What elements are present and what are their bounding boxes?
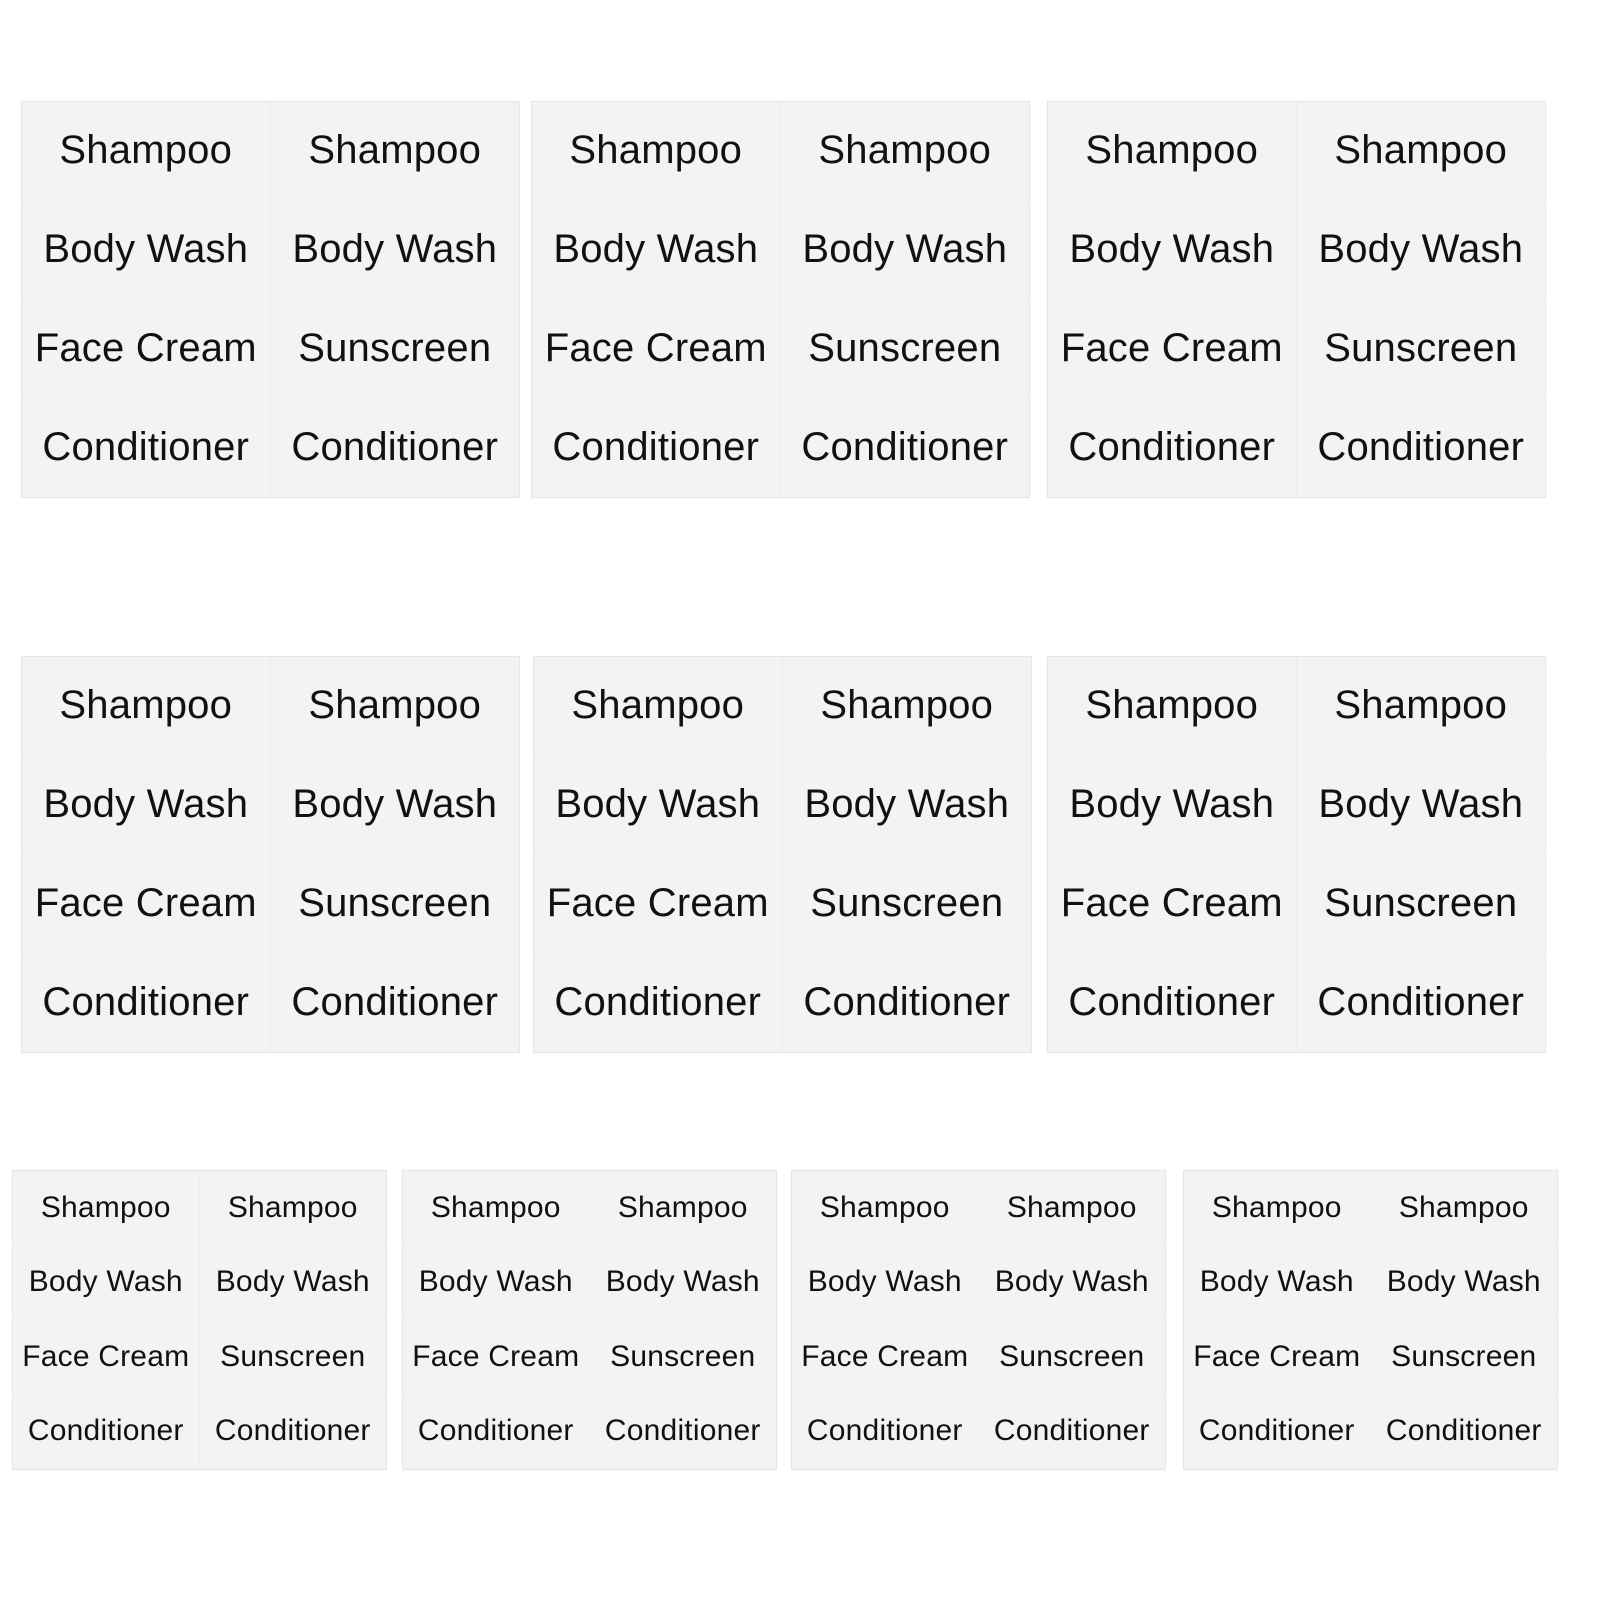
label-cell: Sunscreen (1371, 1320, 1558, 1395)
label-cell: Shampoo (534, 657, 783, 756)
label-cell: Conditioner (783, 953, 1032, 1052)
label-cell: Face Cream (1184, 1320, 1371, 1395)
label-cell: Shampoo (532, 102, 781, 201)
label-cell: Conditioner (1297, 953, 1546, 1052)
label-cell: Body Wash (1048, 201, 1297, 300)
label-cell: Face Cream (13, 1320, 200, 1395)
label-cell: Sunscreen (1297, 300, 1546, 399)
label-cell: Body Wash (532, 201, 781, 300)
label-cell: Conditioner (781, 398, 1030, 497)
label-cell: Body Wash (783, 756, 1032, 855)
label-cell: Body Wash (1371, 1246, 1558, 1321)
label-cell: Sunscreen (590, 1320, 777, 1395)
label-cell: Conditioner (1184, 1395, 1371, 1470)
label-cell: Conditioner (979, 1395, 1166, 1470)
label-cell: Body Wash (534, 756, 783, 855)
label-cell: Conditioner (271, 953, 520, 1052)
label-sheet-10 (1183, 1170, 1558, 1470)
label-cell: Body Wash (792, 1246, 979, 1321)
label-cell: Body Wash (590, 1246, 777, 1321)
label-cell: Shampoo (200, 1171, 387, 1246)
label-cell: Shampoo (1184, 1171, 1371, 1246)
label-sheet-3 (1047, 101, 1546, 498)
label-cell: Sunscreen (200, 1320, 387, 1395)
label-cell: Body Wash (1297, 201, 1546, 300)
label-cell: Body Wash (979, 1246, 1166, 1321)
label-cell: Face Cream (792, 1320, 979, 1395)
label-cell: Shampoo (22, 102, 271, 201)
label-cell: Face Cream (22, 300, 271, 399)
label-cell: Sunscreen (1297, 855, 1546, 954)
label-cell: Conditioner (532, 398, 781, 497)
label-cell: Shampoo (1297, 102, 1546, 201)
label-cell: Shampoo (1297, 657, 1546, 756)
label-cell: Shampoo (792, 1171, 979, 1246)
label-cell: Body Wash (22, 201, 271, 300)
label-cell: Body Wash (271, 756, 520, 855)
label-cell: Face Cream (403, 1320, 590, 1395)
label-cell: Body Wash (200, 1246, 387, 1321)
label-cell: Conditioner (1297, 398, 1546, 497)
label-cell: Body Wash (271, 201, 520, 300)
label-cell: Shampoo (1048, 657, 1297, 756)
label-cell: Conditioner (1048, 953, 1297, 1052)
label-cell: Shampoo (271, 657, 520, 756)
label-cell: Conditioner (200, 1395, 387, 1470)
label-cell: Shampoo (22, 657, 271, 756)
label-cell: Shampoo (13, 1171, 200, 1246)
label-cell: Body Wash (13, 1246, 200, 1321)
label-cell: Sunscreen (783, 855, 1032, 954)
label-cell: Shampoo (781, 102, 1030, 201)
label-cell: Shampoo (590, 1171, 777, 1246)
label-sheet-2 (531, 101, 1030, 498)
label-cell: Face Cream (534, 855, 783, 954)
label-cell: Body Wash (1184, 1246, 1371, 1321)
label-cell: Face Cream (1048, 300, 1297, 399)
label-sheet-4 (21, 656, 520, 1053)
label-cell: Shampoo (403, 1171, 590, 1246)
label-cell: Conditioner (13, 1395, 200, 1470)
label-cell: Body Wash (22, 756, 271, 855)
label-cell: Face Cream (1048, 855, 1297, 954)
label-cell: Shampoo (271, 102, 520, 201)
label-cell: Conditioner (403, 1395, 590, 1470)
label-cell: Body Wash (1048, 756, 1297, 855)
label-cell: Shampoo (1371, 1171, 1558, 1246)
label-cell: Conditioner (534, 953, 783, 1052)
label-cell: Conditioner (1371, 1395, 1558, 1470)
label-cell: Body Wash (403, 1246, 590, 1321)
label-cell: Body Wash (781, 201, 1030, 300)
label-sheet-5 (533, 656, 1032, 1053)
label-sheet-9 (791, 1170, 1166, 1470)
label-cell: Sunscreen (781, 300, 1030, 399)
label-cell: Conditioner (22, 953, 271, 1052)
label-cell: Conditioner (792, 1395, 979, 1470)
label-cell: Sunscreen (271, 300, 520, 399)
label-cell: Body Wash (1297, 756, 1546, 855)
label-sheet-7 (12, 1170, 387, 1470)
label-sheet-1 (21, 101, 520, 498)
label-cell: Sunscreen (271, 855, 520, 954)
label-cell: Conditioner (1048, 398, 1297, 497)
label-sheet-8 (402, 1170, 777, 1470)
label-cell: Conditioner (271, 398, 520, 497)
label-cell: Shampoo (1048, 102, 1297, 201)
label-cell: Shampoo (783, 657, 1032, 756)
label-cell: Conditioner (590, 1395, 777, 1470)
label-cell: Shampoo (979, 1171, 1166, 1246)
label-sheet-6 (1047, 656, 1546, 1053)
label-cell: Sunscreen (979, 1320, 1166, 1395)
label-cell: Face Cream (532, 300, 781, 399)
label-cell: Conditioner (22, 398, 271, 497)
label-cell: Face Cream (22, 855, 271, 954)
